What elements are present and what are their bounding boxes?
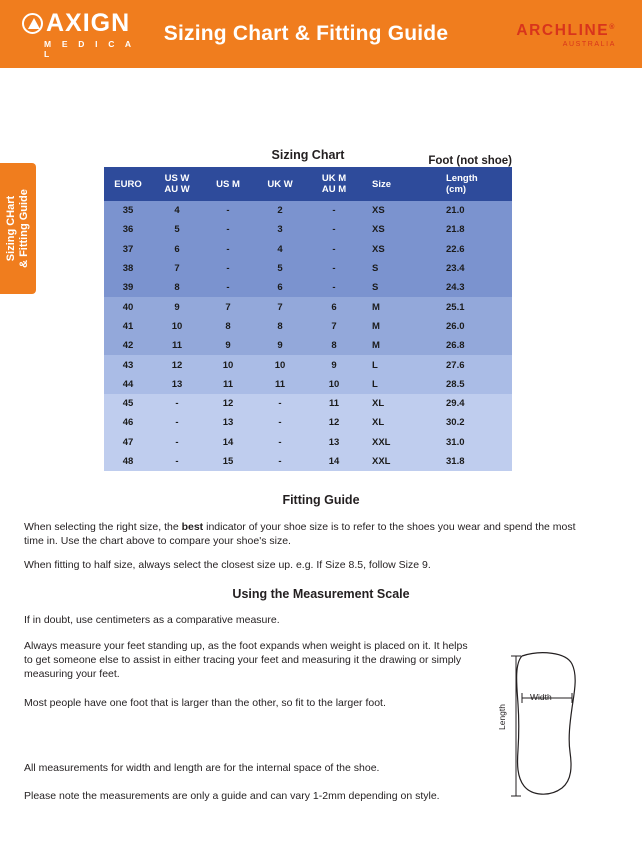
archline-wordmark bbox=[492, 20, 616, 39]
p1-bold: best bbox=[181, 521, 204, 533]
table-row bbox=[104, 220, 512, 239]
p1-after: indicator of your shoe size is to refer to the shoes you wear and spend the most time in. Use the chart above to compare your shoe's size. bbox=[24, 521, 576, 547]
cell-uk-women: 11 bbox=[254, 375, 306, 394]
table-row bbox=[104, 278, 512, 297]
cell-us-men: - bbox=[202, 278, 254, 297]
table-row bbox=[104, 317, 512, 336]
cell-us-men: - bbox=[202, 240, 254, 259]
cell-us-men: - bbox=[202, 220, 254, 239]
cell-euro: 44 bbox=[104, 375, 152, 394]
column-header-uk-women: UK W bbox=[254, 167, 306, 201]
cell-uk-men: 10 bbox=[306, 375, 362, 394]
cell-euro: 36 bbox=[104, 220, 152, 239]
archline-australia-subtext: AUSTRALIA bbox=[562, 40, 616, 48]
cell-uk-women: 10 bbox=[254, 355, 306, 374]
cell-uk-women: 8 bbox=[254, 317, 306, 336]
p1-before: When selecting the right size, the bbox=[24, 521, 182, 533]
cell-uk-men: 8 bbox=[306, 336, 362, 355]
cell-size: XS bbox=[362, 220, 432, 239]
axign-brand-text: AXIGN bbox=[46, 8, 131, 37]
cell-euro: 35 bbox=[104, 201, 152, 220]
cell-uk-men: 14 bbox=[306, 452, 362, 471]
column-header-length: Length (cm) bbox=[432, 167, 512, 201]
cell-uk-women: 4 bbox=[254, 240, 306, 259]
cell-us-women: 5 bbox=[152, 220, 202, 239]
footprint-outline-icon bbox=[492, 648, 602, 808]
cell-uk-men: 11 bbox=[306, 394, 362, 413]
cell-euro: 40 bbox=[104, 297, 152, 316]
cell-size: L bbox=[362, 355, 432, 374]
cell-us-women: 10 bbox=[152, 317, 202, 336]
cell-length: 21.8 bbox=[432, 220, 512, 239]
cell-us-men: 13 bbox=[202, 413, 254, 432]
axign-medical-subtext: M E D I C A L bbox=[44, 38, 135, 59]
cell-us-men: 11 bbox=[202, 375, 254, 394]
cell-euro: 46 bbox=[104, 413, 152, 432]
side-tab-line1: Sizing CHart bbox=[5, 195, 17, 262]
cell-length: 24.3 bbox=[432, 278, 512, 297]
cell-us-men: - bbox=[202, 259, 254, 278]
cell-size: XS bbox=[362, 201, 432, 220]
cell-uk-women: 7 bbox=[254, 297, 306, 316]
cell-us-women: 8 bbox=[152, 278, 202, 297]
cell-length: 27.6 bbox=[432, 355, 512, 374]
table-caption: Sizing Chart bbox=[271, 148, 345, 162]
column-header-size: Size bbox=[362, 167, 432, 201]
cell-us-women: 11 bbox=[152, 336, 202, 355]
cell-size: XXL bbox=[362, 452, 432, 471]
archline-logo bbox=[492, 20, 642, 47]
column-header-us-women: US W AU W bbox=[152, 167, 202, 201]
cell-us-men: 9 bbox=[202, 336, 254, 355]
cell-size: M bbox=[362, 336, 432, 355]
axign-wordmark bbox=[22, 10, 150, 36]
diagram-length-label: Length bbox=[497, 704, 507, 730]
archline-trademark-icon: ® bbox=[609, 24, 616, 32]
cell-us-men: 10 bbox=[202, 355, 254, 374]
cell-size: XS bbox=[362, 240, 432, 259]
side-tab-line2: & Fitting Guide bbox=[18, 189, 30, 268]
cell-length: 25.1 bbox=[432, 297, 512, 316]
cell-length: 26.0 bbox=[432, 317, 512, 336]
cell-uk-men: - bbox=[306, 240, 362, 259]
cell-size: S bbox=[362, 259, 432, 278]
cell-uk-men: 7 bbox=[306, 317, 362, 336]
cell-us-women: 9 bbox=[152, 297, 202, 316]
cell-us-women: 7 bbox=[152, 259, 202, 278]
cell-length: 21.0 bbox=[432, 201, 512, 220]
cell-size: M bbox=[362, 317, 432, 336]
cell-uk-men: - bbox=[306, 220, 362, 239]
cell-size: XL bbox=[362, 413, 432, 432]
measurement-paragraph-1: If in doubt, use centimeters as a comparative measure. bbox=[24, 614, 280, 626]
table-row bbox=[104, 259, 512, 278]
fitting-guide-title: Fitting Guide bbox=[282, 493, 360, 507]
cell-length: 23.4 bbox=[432, 259, 512, 278]
cell-size: XXL bbox=[362, 433, 432, 452]
cell-length: 31.8 bbox=[432, 452, 512, 471]
cell-us-men: 8 bbox=[202, 317, 254, 336]
table-row bbox=[104, 201, 512, 220]
cell-us-women: 6 bbox=[152, 240, 202, 259]
cell-euro: 43 bbox=[104, 355, 152, 374]
cell-us-men: 7 bbox=[202, 297, 254, 316]
table-row bbox=[104, 240, 512, 259]
cell-euro: 37 bbox=[104, 240, 152, 259]
column-header-euro: EURO bbox=[104, 167, 152, 201]
cell-uk-women: - bbox=[254, 413, 306, 432]
cell-us-women: - bbox=[152, 433, 202, 452]
cell-euro: 47 bbox=[104, 433, 152, 452]
cell-size: L bbox=[362, 375, 432, 394]
diagram-width-label: Width bbox=[530, 692, 552, 702]
cell-size: S bbox=[362, 278, 432, 297]
measurement-paragraph-2: Always measure your feet standing up, as the foot expands when weight is placed on it. It helps to get someone else to assist in either tracing your feet and measuring it the drawing or simply measuring your feet. bbox=[24, 640, 468, 680]
cell-euro: 45 bbox=[104, 394, 152, 413]
table-row bbox=[104, 355, 512, 374]
cell-uk-men: - bbox=[306, 278, 362, 297]
side-tab-text bbox=[0, 163, 36, 294]
table-caption-row bbox=[104, 148, 512, 167]
foot-not-shoe-note: Foot (not shoe) bbox=[428, 155, 512, 167]
cell-us-women: 4 bbox=[152, 201, 202, 220]
sizing-chart-section bbox=[104, 148, 512, 471]
cell-size: XL bbox=[362, 394, 432, 413]
cell-euro: 38 bbox=[104, 259, 152, 278]
cell-us-women: - bbox=[152, 452, 202, 471]
cell-us-men: 14 bbox=[202, 433, 254, 452]
cell-length: 28.5 bbox=[432, 375, 512, 394]
fitting-guide-paragraph-2: When fitting to half size, always select the closest size up. e.g. If Size 8.5, follow Size 9. bbox=[24, 559, 431, 571]
cell-uk-women: - bbox=[254, 452, 306, 471]
cell-length: 26.8 bbox=[432, 336, 512, 355]
table-header-row bbox=[104, 167, 512, 201]
footprint-diagram bbox=[492, 648, 602, 808]
column-header-us-men: US M bbox=[202, 167, 254, 201]
cell-uk-men: 9 bbox=[306, 355, 362, 374]
cell-uk-women: - bbox=[254, 394, 306, 413]
cell-uk-women: 2 bbox=[254, 201, 306, 220]
cell-uk-men: - bbox=[306, 201, 362, 220]
cell-uk-women: 5 bbox=[254, 259, 306, 278]
cell-euro: 39 bbox=[104, 278, 152, 297]
measurement-paragraph-5: Please note the measurements are only a guide and can vary 1-2mm depending on style. bbox=[24, 790, 440, 802]
cell-us-women: - bbox=[152, 394, 202, 413]
table-row bbox=[104, 433, 512, 452]
table-row bbox=[104, 336, 512, 355]
cell-us-men: - bbox=[202, 201, 254, 220]
cell-size: M bbox=[362, 297, 432, 316]
measurement-paragraph-4: All measurements for width and length are for the internal space of the shoe. bbox=[24, 762, 380, 774]
cell-uk-women: - bbox=[254, 433, 306, 452]
sizing-table bbox=[104, 167, 512, 471]
table-row bbox=[104, 394, 512, 413]
cell-us-men: 12 bbox=[202, 394, 254, 413]
page-header bbox=[0, 0, 642, 68]
cell-uk-men: 12 bbox=[306, 413, 362, 432]
cell-us-women: 12 bbox=[152, 355, 202, 374]
table-row bbox=[104, 452, 512, 471]
page-title: Sizing Chart & Fitting Guide bbox=[163, 22, 449, 45]
fitting-guide-paragraph-1 bbox=[24, 520, 594, 548]
column-header-uk-men: UK M AU M bbox=[306, 167, 362, 201]
table-row bbox=[104, 297, 512, 316]
measurement-scale-title: Using the Measurement Scale bbox=[232, 587, 410, 601]
archline-brand-text: ARCHLINE bbox=[516, 22, 610, 40]
cell-uk-women: 3 bbox=[254, 220, 306, 239]
cell-length: 31.0 bbox=[432, 433, 512, 452]
cell-us-women: 13 bbox=[152, 375, 202, 394]
table-row bbox=[104, 413, 512, 432]
cell-length: 22.6 bbox=[432, 240, 512, 259]
cell-uk-men: - bbox=[306, 259, 362, 278]
cell-euro: 41 bbox=[104, 317, 152, 336]
cell-length: 30.2 bbox=[432, 413, 512, 432]
axign-a-mark-icon bbox=[22, 13, 43, 34]
side-tab bbox=[0, 163, 36, 294]
cell-euro: 42 bbox=[104, 336, 152, 355]
cell-euro: 48 bbox=[104, 452, 152, 471]
measurement-paragraph-3: Most people have one foot that is larger than the other, so fit to the larger foot. bbox=[24, 697, 386, 709]
cell-uk-women: 9 bbox=[254, 336, 306, 355]
table-row bbox=[104, 375, 512, 394]
cell-length: 29.4 bbox=[432, 394, 512, 413]
axign-medical-logo bbox=[0, 10, 150, 59]
cell-uk-women: 6 bbox=[254, 278, 306, 297]
cell-uk-men: 13 bbox=[306, 433, 362, 452]
cell-us-men: 15 bbox=[202, 452, 254, 471]
cell-uk-men: 6 bbox=[306, 297, 362, 316]
cell-us-women: - bbox=[152, 413, 202, 432]
